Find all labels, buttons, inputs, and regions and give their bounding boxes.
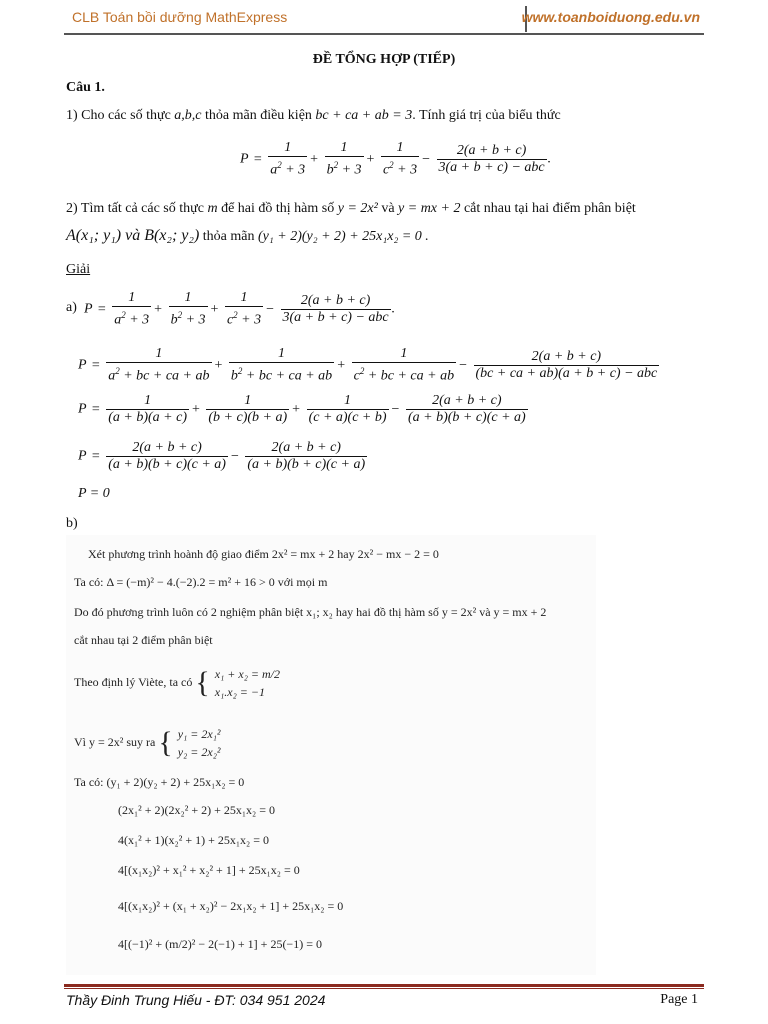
- q2-var-m: m: [207, 201, 218, 216]
- q1-text: 1) Cho các số thực: [66, 108, 171, 123]
- footer-rule-thin: [64, 988, 704, 989]
- part-a-step-2: P = $\frac{1}{(a + b)(a + c)}$ + $\frac{1}{(b + c)(b + a)}$ + $\frac{1}{(c + a)(c + b)}$ − $\frac{2(a + b + c)}{(a + b)(b + c)(c + a)}$: [78, 393, 526, 425]
- part-a-step-1: P = $\frac{1}{a^2 + bc + ca + ab}$ + $\frac{1}{b^2 + bc + ca + ab}$ + $\frac{1}{c^2 + bc + ca + ab}$ − $\frac{2(a + b + c)}{\text{(bc + ca + ab)(a + b + c) − abc}}$: [78, 346, 658, 384]
- scan-line-12: 4[(−1)² + (m/2)² − 2(−1) + 1] + 25(−1) = 0: [118, 937, 322, 951]
- scan-line-9: 4(x₁² + 1)(x₂² + 1) + 25x₁x₂ = 0: [118, 833, 269, 847]
- part-a-result: P = 0: [78, 486, 110, 501]
- viete-product: x₁.x₂ = −1: [214, 685, 265, 699]
- viete-sum: x₁ + x₂ = m/2: [214, 667, 280, 681]
- q2-text: 2) Tìm tất cả các số thực: [66, 201, 204, 216]
- brace-icon: {: [158, 726, 173, 759]
- expression-p: P = $\frac{1}{a^2 + 3}$ + $\frac{1}{b^2 + 3}$ + $\frac{1}{c^2 + 3}$ − $\frac{2(a + b + c)}{\text{3(a + b + c) − abc}}$ .: [240, 140, 552, 178]
- header-rule: [64, 33, 704, 35]
- part-a-expression: P = $\frac{1}{a^2 + 3}$ + $\frac{1}{b^2 + 3}$ + $\frac{1}{c^2 + 3}$ − $\frac{2(a + b + c)}{\text{3(a + b + c) − abc}}$ .: [84, 290, 396, 328]
- q1-text-mid: thỏa mãn điều kiện: [205, 108, 312, 123]
- scan-line-2: Ta có: Δ = (−m)² − 4.(−2).2 = m² + 16 > 0 với mọi m: [74, 575, 328, 589]
- page-header: [64, 6, 704, 30]
- q1-vars: a,b,c: [174, 108, 202, 123]
- question-1-part-2: [66, 201, 636, 217]
- document-title: ĐỀ TỔNG HỢP (TIẾP): [312, 52, 456, 67]
- header-club-name: CLB Toán bồi dưỡng MathExpress: [72, 9, 288, 25]
- scan-line-8: (2x₁² + 2)(2x₂² + 2) + 25x₁x₂ = 0: [118, 803, 275, 817]
- scan-line-6: [74, 725, 220, 761]
- page-footer: [64, 984, 704, 1014]
- part-a-label: a): [66, 300, 77, 315]
- footer-author: Thầy Đinh Trung Hiếu - ĐT: 034 951 2024: [66, 992, 326, 1008]
- question-1-heading: Câu 1.: [66, 80, 105, 95]
- question-1-part-1: [66, 108, 561, 124]
- brace-icon: {: [195, 666, 210, 699]
- y2-expression: y₂ = 2x₂²: [177, 745, 221, 759]
- q2-function-1: y = 2x²: [337, 201, 378, 216]
- scan-line-4: cắt nhau tại 2 điểm phân biệt: [74, 633, 213, 647]
- q2-text-post: cắt nhau tại hai điểm phân biệt: [463, 201, 636, 216]
- question-1-part-2-cont: [66, 227, 429, 245]
- q2-function-2: y = mx + 2: [398, 201, 461, 216]
- scan-line-10: 4[(x₁x₂)² + x₁² + x₂² + 1] + 25x₁x₂ = 0: [118, 863, 300, 877]
- q1-text-post: . Tính giá trị của biểu thức: [412, 108, 561, 123]
- y1-expression: y₁ = 2x₁²: [177, 727, 221, 741]
- part-b-label: b): [66, 516, 78, 531]
- scan-line-7: Ta có: (y₁ + 2)(y₂ + 2) + 25x₁x₂ = 0: [74, 775, 245, 789]
- footer-page-number: Page 1: [660, 992, 698, 1007]
- solution-heading: Giải: [66, 262, 91, 277]
- footer-rule: [64, 984, 704, 987]
- header-website-link[interactable]: www.toanboiduong.edu.vn: [521, 9, 700, 25]
- scan-line-5: [74, 665, 280, 701]
- q2-cond-text: thỏa mãn: [202, 229, 255, 244]
- scan-line-1: Xét phương trình hoành độ giao điểm 2x² = mx + 2 hay 2x² − mx − 2 = 0: [88, 547, 439, 561]
- q2-points: A(x₁; y₁) và B(x₂; y₂): [66, 227, 200, 244]
- q2-text-mid: để hai đồ thị hàm số: [221, 201, 335, 216]
- scan-line-11: 4[(x₁x₂)² + (x₁ + x₂)² − 2x₁x₂ + 1] + 25x₁x₂ = 0: [118, 899, 344, 913]
- q2-condition: (y₁ + 2)(y₂ + 2) + 25x₁x₂ = 0 .: [258, 229, 429, 244]
- part-a-step-3: P = $\frac{2(a + b + c)}{(a + b)(b + c)(c + a)}$ − $\frac{2(a + b + c)}{(a + b)(b + c)(c + a)}$: [78, 440, 366, 472]
- q2-and: và: [381, 201, 395, 216]
- substitution-text: Vì y = 2x² suy ra: [74, 734, 156, 749]
- scan-line-3: Do đó phương trình luôn có 2 nghiệm phân biệt x₁; x₂ hay hai đồ thị hàm số y = 2x² và y = mx + 2: [74, 605, 547, 619]
- q1-condition: bc + ca + ab = 3: [315, 108, 413, 123]
- scanned-solution-image: [66, 535, 596, 975]
- viete-text: Theo định lý Viète, ta có: [74, 674, 193, 689]
